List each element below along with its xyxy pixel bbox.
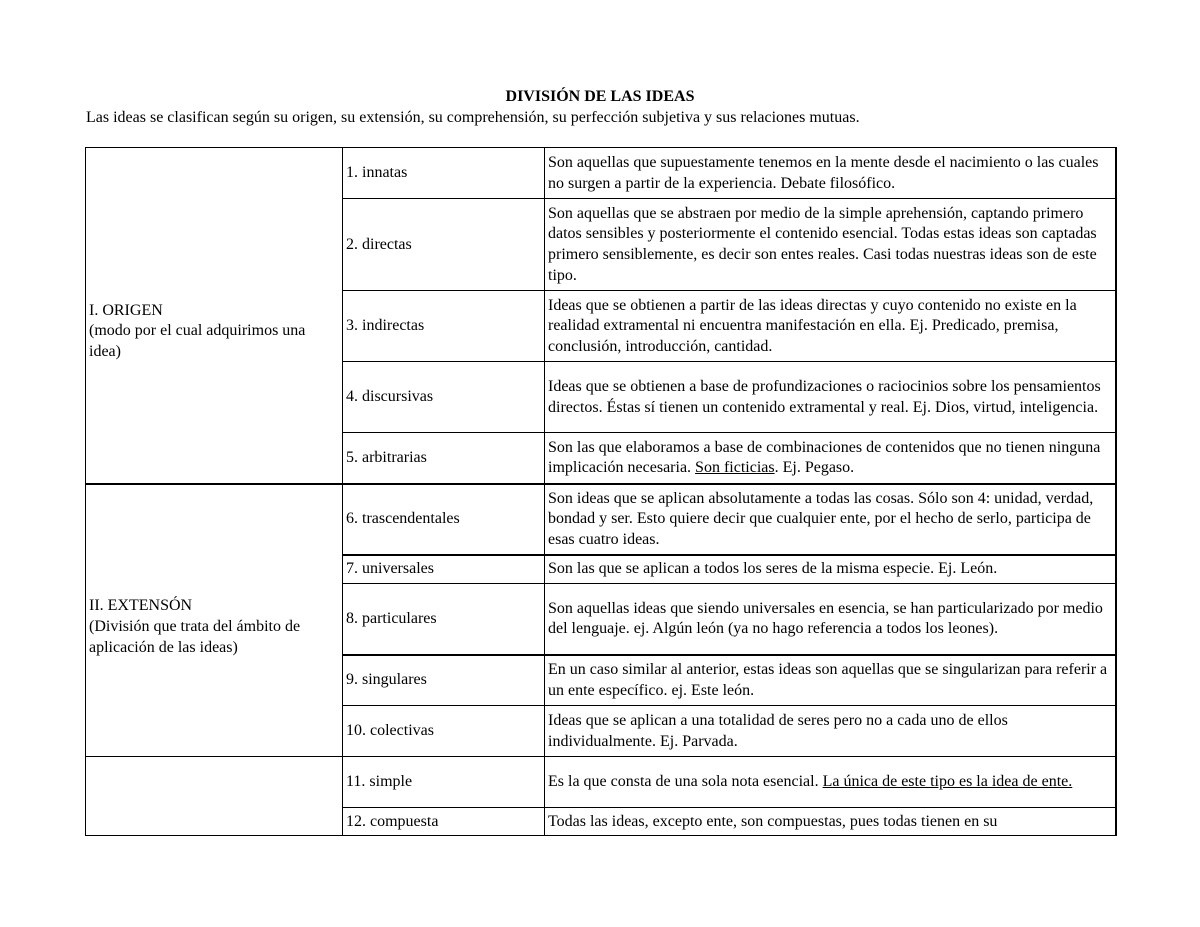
idea-type-label: 6. trascendentales <box>343 484 545 555</box>
underlined-note: Son ficticias <box>695 459 775 477</box>
idea-definition: Ideas que se obtienen a partir de las ideas directas y cuyo contenido no existe en la realidad extramental ni encuentra manifestación en ella. Ej. Predicado, premisa, conclusión, introducción, cantidad. <box>545 291 1116 362</box>
group-description: (modo por el cual adquirimos una idea) <box>89 322 306 361</box>
idea-type-label: 2. directas <box>343 199 545 291</box>
group-cell-origen <box>86 148 343 484</box>
idea-definition: Todas las ideas, excepto ente, son compuestas, pues todas tienen en su <box>545 808 1116 836</box>
idea-definition: Ideas que se obtienen a base de profundizaciones o raciocinios sobre los pensamientos directos. Éstas sí tienen un contenido extramental y real. Ej. Dios, virtud, inteligencia. <box>545 362 1116 433</box>
idea-type-label: 12. compuesta <box>343 808 545 836</box>
group-cell-empty <box>86 757 343 836</box>
idea-definition: Son aquellas que se abstraen por medio de la simple aprehensión, captando primero datos sensibles y posteriormente el contenido esencial. Todas estas ideas son captadas primero sensiblemente, es decir son entes reales. Casi todas nuestras ideas son de este tipo. <box>545 199 1116 291</box>
idea-definition <box>545 433 1116 484</box>
idea-type-label: 11. simple <box>343 757 545 808</box>
table-row <box>86 757 1116 808</box>
idea-type-label: 8. particulares <box>343 584 545 655</box>
idea-type-label: 4. discursivas <box>343 362 545 433</box>
intro-text: Las ideas se clasifican según su origen, su extensión, su comprehensión, su perfección subjetiva y sus relaciones mutuas. <box>86 109 860 126</box>
idea-type-label: 9. singulares <box>343 655 545 706</box>
group-title: II. EXTENSÓN <box>89 597 193 615</box>
table-row <box>86 484 1116 555</box>
idea-definition <box>545 757 1116 808</box>
idea-definition: Son aquellas que supuestamente tenemos en la mente desde el nacimiento o las cuales no surgen a partir de la experiencia. Debate filosófico. <box>545 148 1116 199</box>
idea-definition: Son ideas que se aplican absolutamente a todas las cosas. Sólo son 4: unidad, verdad, bondad y ser. Esto quiere decir que cualquier ente, por el hecho de serlo, participa de esas cuatro ideas. <box>545 484 1116 555</box>
group-cell-extension <box>86 484 343 757</box>
underlined-note: La única de este tipo es la idea de ente. <box>822 773 1073 791</box>
definition-text: Son las que elaboramos a base de combinaciones de contenidos que no tienen ninguna implicación necesaria. <box>548 438 1101 477</box>
ideas-table <box>85 147 1117 836</box>
group-title: I. ORIGEN <box>89 301 163 319</box>
idea-definition: En un caso similar al anterior, estas ideas son aquellas que se singularizan para referir a un ente específico. ej. Este león. <box>545 655 1116 706</box>
idea-type-label: 10. colectivas <box>343 706 545 757</box>
idea-definition: Son aquellas ideas que siendo universales en esencia, se han particularizado por medio del lenguaje. ej. Algún león (ya no hago referencia a todos los leones). <box>545 584 1116 655</box>
page-title: DIVISIÓN DE LAS IDEAS <box>505 88 695 105</box>
group-description: (División que trata del ámbito de aplicación de las ideas) <box>89 617 301 656</box>
idea-type-label: 1. innatas <box>343 148 545 199</box>
definition-example: . Ej. Pegaso. <box>774 459 855 477</box>
idea-definition: Son las que se aplican a todos los seres de la misma especie. Ej. León. <box>545 555 1116 584</box>
idea-type-label: 3. indirectas <box>343 291 545 362</box>
idea-type-label: 7. universales <box>343 555 545 584</box>
definition-text: Es la que consta de una sola nota esencial. <box>548 773 819 791</box>
table-row <box>86 148 1116 199</box>
idea-definition: Ideas que se aplican a una totalidad de seres pero no a cada uno de ellos individualmente. Ej. Parvada. <box>545 706 1116 757</box>
idea-type-label: 5. arbitrarias <box>343 433 545 484</box>
